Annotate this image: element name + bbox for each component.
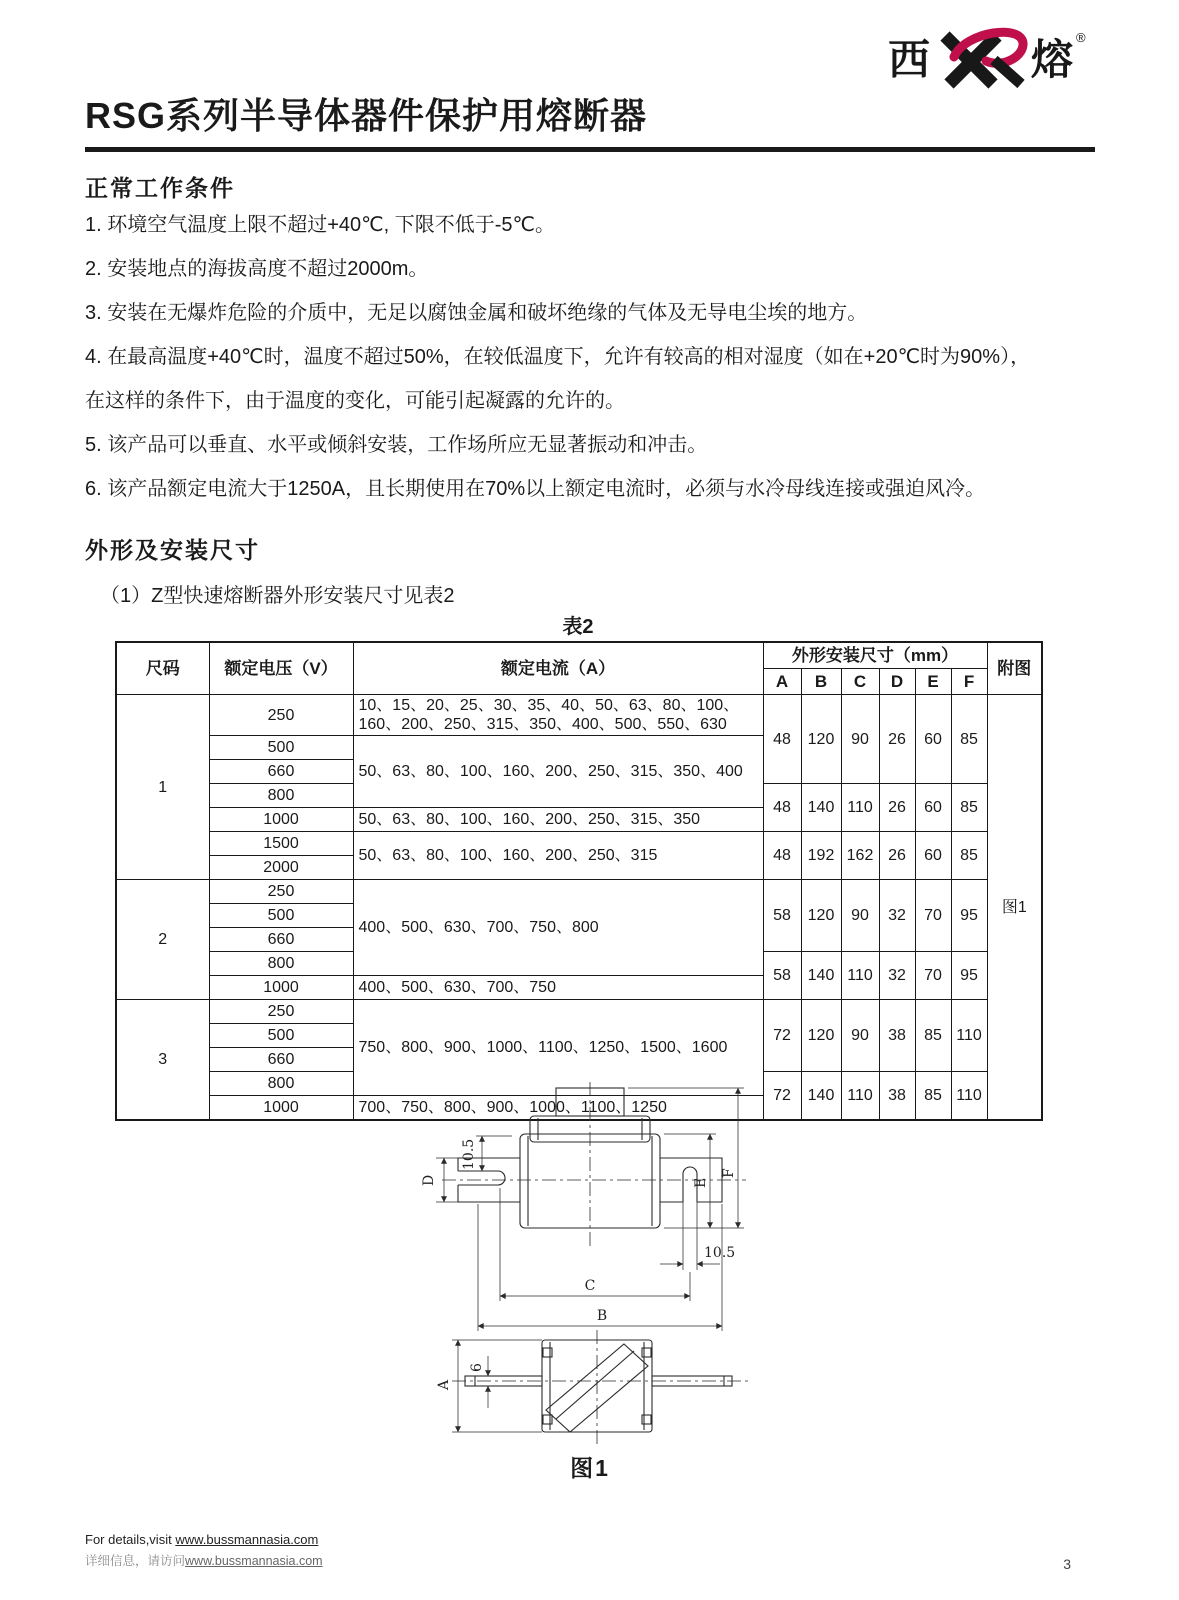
- dim-a-cell: 72: [763, 1000, 801, 1072]
- voltage-cell: 800: [209, 784, 353, 808]
- dim-f-cell: 95: [951, 880, 987, 952]
- fuse-side-view-drawing: [436, 1330, 748, 1444]
- dim-a-cell: 48: [763, 695, 801, 784]
- col-header-figure: 附图: [987, 642, 1042, 695]
- dim-c-cell: 90: [841, 880, 879, 952]
- dim-label-f: F: [721, 1168, 737, 1178]
- dim-c-cell: 110: [841, 784, 879, 832]
- voltage-cell: 250: [209, 1000, 353, 1024]
- voltage-cell: 660: [209, 1048, 353, 1072]
- dim-b-cell: 192: [801, 832, 841, 880]
- dim-b-cell: 140: [801, 784, 841, 832]
- logo-xr-mark: [945, 32, 1023, 84]
- dim-f-cell: 85: [951, 832, 987, 880]
- dim-b-cell: 120: [801, 1000, 841, 1072]
- dim-b-cell: 140: [801, 1072, 841, 1121]
- logo-registered-mark: ®: [1076, 30, 1086, 45]
- fuse-dimension-drawing: [380, 1078, 800, 1448]
- voltage-cell: 660: [209, 928, 353, 952]
- figure-caption: 图1: [570, 1455, 610, 1481]
- dim-c-cell: 90: [841, 1000, 879, 1072]
- conditions-list: [85, 214, 1030, 522]
- voltage-cell: 500: [209, 736, 353, 760]
- table-row: [116, 1000, 1042, 1024]
- dim-c-cell: 90: [841, 695, 879, 784]
- fuse-front-view-drawing: [421, 1082, 746, 1331]
- current-cell: 10、15、20、25、30、35、40、50、63、80、100、160、200、250、315、350、400、500、550、630: [353, 695, 763, 736]
- dim-c-cell: 162: [841, 832, 879, 880]
- dim-b-cell: 120: [801, 695, 841, 784]
- dim-e-cell: 85: [915, 1000, 951, 1072]
- footer-line-cn: [85, 1551, 323, 1569]
- brand-logo: [888, 26, 1094, 95]
- current-cell: 700、750、800、900、1000、1100、1250: [353, 1096, 763, 1121]
- voltage-cell: 800: [209, 952, 353, 976]
- dim-label-10-5-top: 10.5: [461, 1138, 477, 1170]
- table-header-row-1: [116, 642, 1042, 669]
- voltage-cell: 1000: [209, 808, 353, 832]
- dim-a-cell: 58: [763, 952, 801, 1000]
- footer-en-url-link[interactable]: www.bussmannasia.com: [175, 1532, 319, 1547]
- voltage-cell: 500: [209, 1024, 353, 1048]
- col-header-dim-e: E: [915, 669, 951, 695]
- footer-cn-url-link[interactable]: www.bussmannasia.com: [185, 1554, 323, 1568]
- dim-e-cell: 60: [915, 695, 951, 784]
- title-rule: [85, 147, 1095, 152]
- current-cell: 750、800、900、1000、1100、1250、1500、1600: [353, 1000, 763, 1096]
- dim-a-cell: 48: [763, 832, 801, 880]
- current-cell: 400、500、630、700、750: [353, 976, 763, 1000]
- col-header-dim-f: F: [951, 669, 987, 695]
- dim-b-cell: 140: [801, 952, 841, 1000]
- condition-item-5: 5. 该产品可以垂直、水平或倾斜安装，工作场所应无显著振动和冲击。: [85, 434, 708, 456]
- footer-cn-text: 详细信息，请访问: [85, 1554, 186, 1568]
- condition-item-2: 2. 安装地点的海拔高度不超过2000m。: [85, 258, 429, 280]
- logo-char-xi: 西: [888, 36, 931, 83]
- voltage-cell: 800: [209, 1072, 353, 1096]
- condition-item-3: 3. 安装在无爆炸危险的介质中，无足以腐蚀金属和破坏绝缘的气体及无导电尘埃的地方。: [85, 302, 868, 324]
- page-title: RSG系列半导体器件保护用熔断器: [85, 95, 648, 136]
- col-header-dims: 外形安装尺寸（mm）: [763, 642, 987, 669]
- condition-item-6: 6. 该产品额定电流大于1250A，且长期使用在70%以上额定电流时，必须与水冷母线连接或强迫风冷。: [85, 478, 986, 500]
- voltage-cell: 2000: [209, 856, 353, 880]
- dim-f-cell: 85: [951, 784, 987, 832]
- dim-label-b: B: [596, 1308, 608, 1324]
- dim-d-cell: 38: [879, 1000, 915, 1072]
- dim-e-cell: 60: [915, 832, 951, 880]
- voltage-cell: 250: [209, 880, 353, 904]
- voltage-cell: 250: [209, 695, 353, 736]
- current-cell: 400、500、630、700、750、800: [353, 880, 763, 976]
- dim-d-cell: 26: [879, 784, 915, 832]
- voltage-cell: 1500: [209, 832, 353, 856]
- dim-e-cell: 85: [915, 1072, 951, 1121]
- logo-char-rong: 熔: [1031, 36, 1074, 83]
- dim-d-cell: 32: [879, 880, 915, 952]
- table-row: [116, 832, 1042, 856]
- dim-d-cell: 32: [879, 952, 915, 1000]
- current-cell: 50、63、80、100、160、200、250、315、350: [353, 808, 763, 832]
- size-cell: 3: [116, 1000, 209, 1121]
- col-header-dim-d: D: [879, 669, 915, 695]
- dim-label-d: D: [421, 1174, 437, 1186]
- dim-label-6: 6: [469, 1363, 485, 1372]
- dim-label-e: E: [693, 1177, 709, 1188]
- section-heading-conditions: 正常工作条件: [85, 175, 235, 201]
- dim-b-cell: 120: [801, 880, 841, 952]
- dim-e-cell: 70: [915, 880, 951, 952]
- dim-label-10-5-right: 10.5: [704, 1245, 736, 1261]
- voltage-cell: 1000: [209, 976, 353, 1000]
- dim-a-cell: 72: [763, 1072, 801, 1121]
- dim-f-cell: 110: [951, 1072, 987, 1121]
- footer-en-text: For details,visit: [85, 1532, 176, 1547]
- current-cell: 50、63、80、100、160、200、250、315、350、400: [353, 736, 763, 808]
- col-header-dim-c: C: [841, 669, 879, 695]
- dim-f-cell: 95: [951, 952, 987, 1000]
- dim-e-cell: 60: [915, 784, 951, 832]
- voltage-cell: 660: [209, 760, 353, 784]
- dimensions-note: （1）Z型快速熔断器外形安装尺寸见表2: [100, 585, 455, 607]
- condition-item-4: 4. 在最高温度+40℃时，温度不超过50%，在较低温度下，允许有较高的相对湿度（如在+20℃时为90%），: [85, 346, 1031, 368]
- section-heading-dimensions: 外形及安装尺寸: [85, 537, 260, 563]
- voltage-cell: 1000: [209, 1096, 353, 1121]
- dim-a-cell: 48: [763, 784, 801, 832]
- brand-logo-graphic: [888, 26, 1094, 90]
- dim-d-cell: 26: [879, 832, 915, 880]
- dim-d-cell: 38: [879, 1072, 915, 1121]
- col-header-voltage: 额定电压（V）: [209, 642, 353, 695]
- page-number: 3: [1063, 1556, 1071, 1572]
- spec-table: [115, 641, 1043, 1121]
- table-caption: 表2: [562, 616, 594, 638]
- current-cell: 50、63、80、100、160、200、250、315: [353, 832, 763, 880]
- size-cell: 2: [116, 880, 209, 1000]
- dim-f-cell: 85: [951, 695, 987, 784]
- condition-item-1: 1. 环境空气温度上限不超过+40℃, 下限不低于-5℃。: [85, 214, 555, 236]
- dim-label-a: A: [436, 1379, 452, 1390]
- size-cell: 1: [116, 695, 209, 880]
- dim-c-cell: 110: [841, 1072, 879, 1121]
- figure-ref-cell: 图1: [987, 695, 1042, 1121]
- col-header-dim-b: B: [801, 669, 841, 695]
- table-row: [116, 880, 1042, 904]
- col-header-current: 额定电流（A）: [353, 642, 763, 695]
- condition-item-4-cont: 在这样的条件下，由于温度的变化，可能引起凝露的允许的。: [85, 390, 625, 412]
- voltage-cell: 500: [209, 904, 353, 928]
- table-row: [116, 695, 1042, 736]
- col-header-size: 尺码: [116, 642, 209, 695]
- dim-d-cell: 26: [879, 695, 915, 784]
- dim-e-cell: 70: [915, 952, 951, 1000]
- dim-c-cell: 110: [841, 952, 879, 1000]
- dim-f-cell: 110: [951, 1000, 987, 1072]
- col-header-dim-a: A: [763, 669, 801, 695]
- footer-line-en: [85, 1532, 318, 1547]
- dim-a-cell: 58: [763, 880, 801, 952]
- dim-label-c: C: [584, 1278, 596, 1294]
- spec-table-container: [115, 641, 1043, 1121]
